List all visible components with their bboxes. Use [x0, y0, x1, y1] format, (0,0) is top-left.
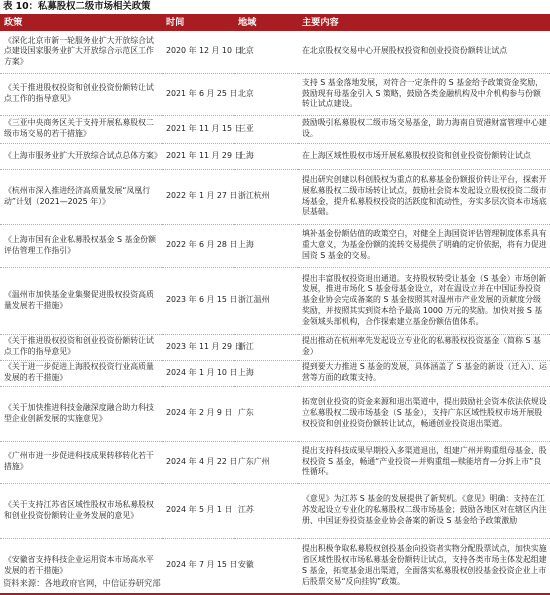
policy-name-cell: 《上海市服务业扩大开放综合试点总体方案》 [0, 143, 162, 169]
date-cell: 2022 年 6 月 28 日 [162, 224, 234, 267]
content-cell: 拓宽创业投资的资金来源和退出渠道中，提出鼓励社会资本依法依规设立私募股权二级市场基金（S 基金），支持广东区域性股权市场开展股权投资和创业投资份额转让试点，畅通创业投资退出渠道。 [298, 386, 550, 441]
region-cell: 上海 [234, 224, 298, 267]
date-cell: 2022 年 1 月 27 日 [162, 169, 234, 224]
region-cell: 安徽 [234, 538, 298, 594]
region-cell: 浙江 [234, 334, 298, 360]
table-caption: 表 10：私募股权二级市场相关政策 [3, 1, 151, 12]
content-cell: 在北京股权交易中心开展股权投资和创业投资份额转让试点 [298, 31, 550, 73]
table-header [0, 14, 550, 31]
source-note: 资料来源：各地政府官网，中信证券研究部 [3, 578, 161, 588]
region-cell: 浙江温州 [234, 267, 298, 334]
policy-name-cell: 《关于进一步促进上海股权投资行业高质量发展的若干措施》 [0, 360, 162, 386]
content-cell: 支持 S 基金落地发展，对符合一定条件的 S 基金给予政策资金奖励，鼓励现有母基金引入 S 策略，鼓励各类金融机构及中介机构参与份额转让试点建设。 [298, 73, 550, 115]
policy-name-cell: 《关于加快推进科技金融深度融合助力科技型企业创新发展的实施意见》 [0, 386, 162, 441]
date-cell: 2024 年 1 月 10 日 [162, 360, 234, 386]
table-row [0, 360, 550, 386]
policy-name-cell: 《温州市加快基金业集聚促进股权投资高质量发展若干措施》 [0, 267, 162, 334]
content-cell: 提出推动在杭州率先发起设立专业化的私募股权投资基金（简称 S 基金） [298, 334, 550, 360]
table-row [0, 386, 550, 441]
policy-name-cell: 《关于推进股权投资和创业投资份额转让试点工作的指导意见》 [0, 73, 162, 115]
policy-name-cell: 《上海市国有企业私募股权基金 S 基金份额评估管理工作指引》 [0, 224, 162, 267]
table-row [0, 441, 550, 483]
table-row [0, 334, 550, 360]
date-cell: 2024 年 2 月 9 日 [162, 386, 234, 441]
date-cell: 2024 年 7 月 15 日 [162, 538, 234, 594]
content-cell: 在上海区域性股权市场开展私募股权投资和创业投资份额转让试点 [298, 143, 550, 169]
policy-name-cell: 《三亚中央商务区关于支持开展私募股权二级市场交易的若干措施》 [0, 115, 162, 143]
date-cell: 2024 年 5 月 1 日 [162, 483, 234, 538]
policy-name-cell: 《深化北京市新一轮服务业扩大开放综合试点建设国家服务业扩大开放综合示范区工作方案》 [0, 31, 162, 73]
column-header-date: 时间 [162, 14, 234, 31]
region-cell: 江苏 [234, 483, 298, 538]
content-cell: 提出支持科技成果早期投入多渠道退出，组建广州并购重组母基金、股权投资 S 基金，畅通“产业投资—并购重组—赎能培育—分拆上市”良性循环。 [298, 441, 550, 483]
table-row [0, 115, 550, 143]
content-cell: 提到要大力推进 S 基金的发展，具体涵盖了 S 基金的新设（迁入）、运营等方面的政策支持。 [298, 360, 550, 386]
column-header-content: 主要内容 [298, 14, 550, 31]
table-row [0, 267, 550, 334]
policy-name-cell: 《安徽省支持科技企业运用资本市场高水平发展的若干措施》 [0, 538, 162, 594]
table-row [0, 169, 550, 224]
region-cell: 广东 [234, 386, 298, 441]
region-cell: 广东广州 [234, 441, 298, 483]
date-cell: 2024 年 4 月 22 日 [162, 441, 234, 483]
date-cell: 2023 年 11 月 29 日 [162, 334, 234, 360]
content-cell: 填补基金份额估值的政策空白，对健全上海国资评估管理制度体系具有重大意义，为基金份额的流转交易提供了明确的定价依据，将有力促进国资 S 基金的交易。 [298, 224, 550, 267]
content-cell: 鼓励吸引私募股权二级市场交易基金，助力海南自贸港财富管理中心建设。 [298, 115, 550, 143]
policy-name-cell: 《广州市进一步促进科技成果转移转化若干措施》 [0, 441, 162, 483]
column-header-region: 地域 [234, 14, 298, 31]
table-row [0, 224, 550, 267]
table-row [0, 31, 550, 73]
region-cell: 上海 [234, 143, 298, 169]
policy-name-cell: 《关于支持江苏省区域性股权市场私募股权和创业投资份额转让业务发展的意见》 [0, 483, 162, 538]
date-cell: 2023 年 6 月 15 日 [162, 267, 234, 334]
column-header-policy: 政策 [0, 14, 162, 31]
content-cell: 《意见》为江苏 S 基金的发展提供了新契机。《意见》明确：支持在江苏发起设立专业化的私募股权二级市场基金；鼓励各地区对在辖区内注册、中国证券投资基金业协会备案的新设 S 基金给予政策激励 [298, 483, 550, 538]
date-cell: 2021 年 11 月 15 日 [162, 115, 234, 143]
table-row [0, 483, 550, 538]
region-cell: 上海 [234, 360, 298, 386]
content-cell: 提出丰富股权投资退出通道。支持股权转受让基金（S 基金）市场创新发展，推进市场化 S 基金母基金设立，对在温设立并在中国证券投资基金业协会完成备案的 S 基金按照其对温州市产业发展的贡献度分级奖励，并按照其实到资本给予最高 1000 万元的奖励。加快对接 S 基金领域头部机构，合作探索建立基金份额估值体系。 [298, 267, 550, 334]
header-row [0, 14, 550, 31]
content-cell: 提出研究创建以科创股权为重点的私募基金份额报价转让平台，探索开展私募股权二级市场转让试点，鼓励社会资本发起设立股权投资二级市场基金，提升私募股权投资的活跃度和流动性，夯实多层次资本市场底层基础。 [298, 169, 550, 224]
date-cell: 2020 年 12 月 10 日 [162, 31, 234, 73]
date-cell: 2021 年 6 月 25 日 [162, 73, 234, 115]
table-row [0, 73, 550, 115]
content-cell: 提出积极争取私募股权创投基金向投资者实物分配股票试点，加快实施省区域性股权市场私募基金份额转让试点，支持各类市场主体发起组建 S 基金，拓宽基金退出渠道，全面落实私募股权创投基金投资企业上市后股票交易“反向挂钩”政策。 [298, 538, 550, 594]
policy-name-cell: 《关于推进股权投资和创业投资份额转让试点工作的指导意见》 [0, 334, 162, 360]
table-row [0, 143, 550, 169]
policy-table [0, 14, 550, 595]
policy-name-cell: 《杭州市深入推进经济高质量发展“凤凰行动”计划（2021—2025 年）》 [0, 169, 162, 224]
region-cell: 北京 [234, 31, 298, 73]
region-cell: 三亚 [234, 115, 298, 143]
region-cell: 北京 [234, 73, 298, 115]
date-cell: 2021 年 11 月 29 日 [162, 143, 234, 169]
region-cell: 浙江杭州 [234, 169, 298, 224]
table-body [0, 31, 550, 594]
